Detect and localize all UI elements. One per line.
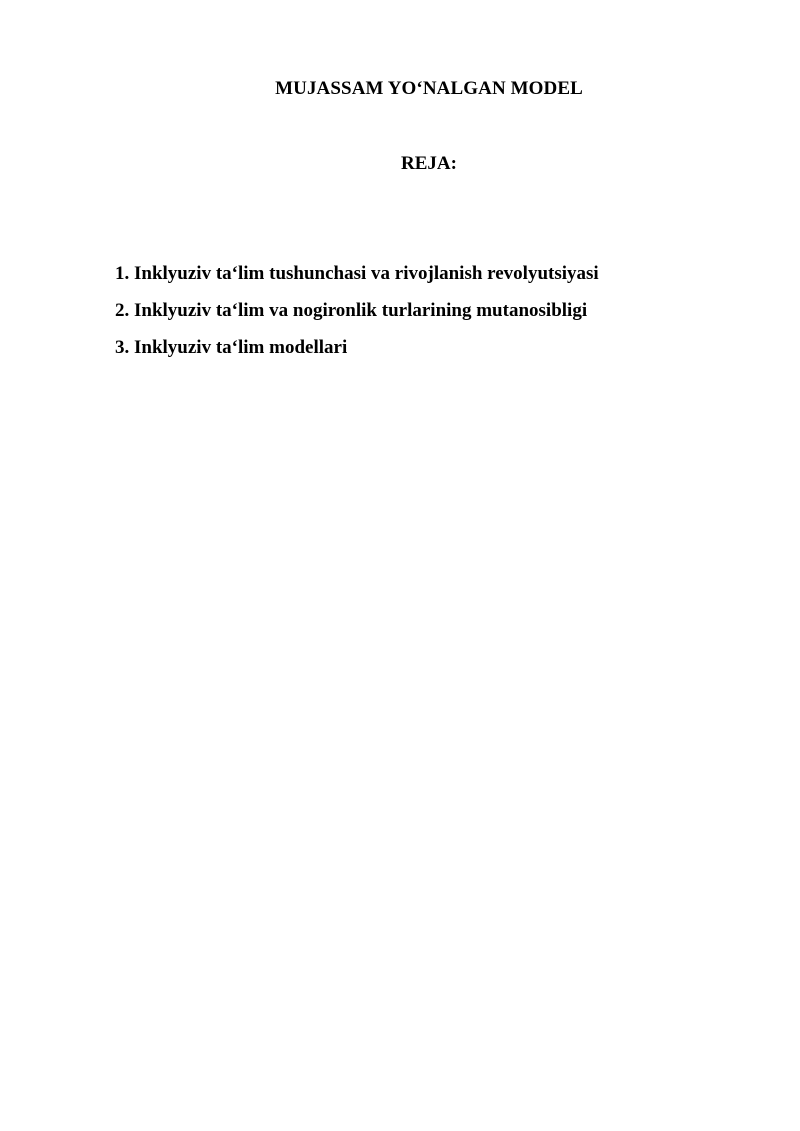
plan-item-2: 2. Inklyuziv ta‘lim va nogironlik turlarining mutanosibligi <box>115 300 588 321</box>
plan-heading: REJA: <box>401 153 457 174</box>
document-title: MUJASSAM YO‘NALGAN MODEL <box>275 78 583 99</box>
plan-item-3: 3. Inklyuziv ta‘lim modellari <box>115 337 348 358</box>
plan-list <box>115 262 599 373</box>
plan-item-1: 1. Inklyuziv ta‘lim tushunchasi va rivojlanish revolyutsiyasi <box>115 263 599 284</box>
